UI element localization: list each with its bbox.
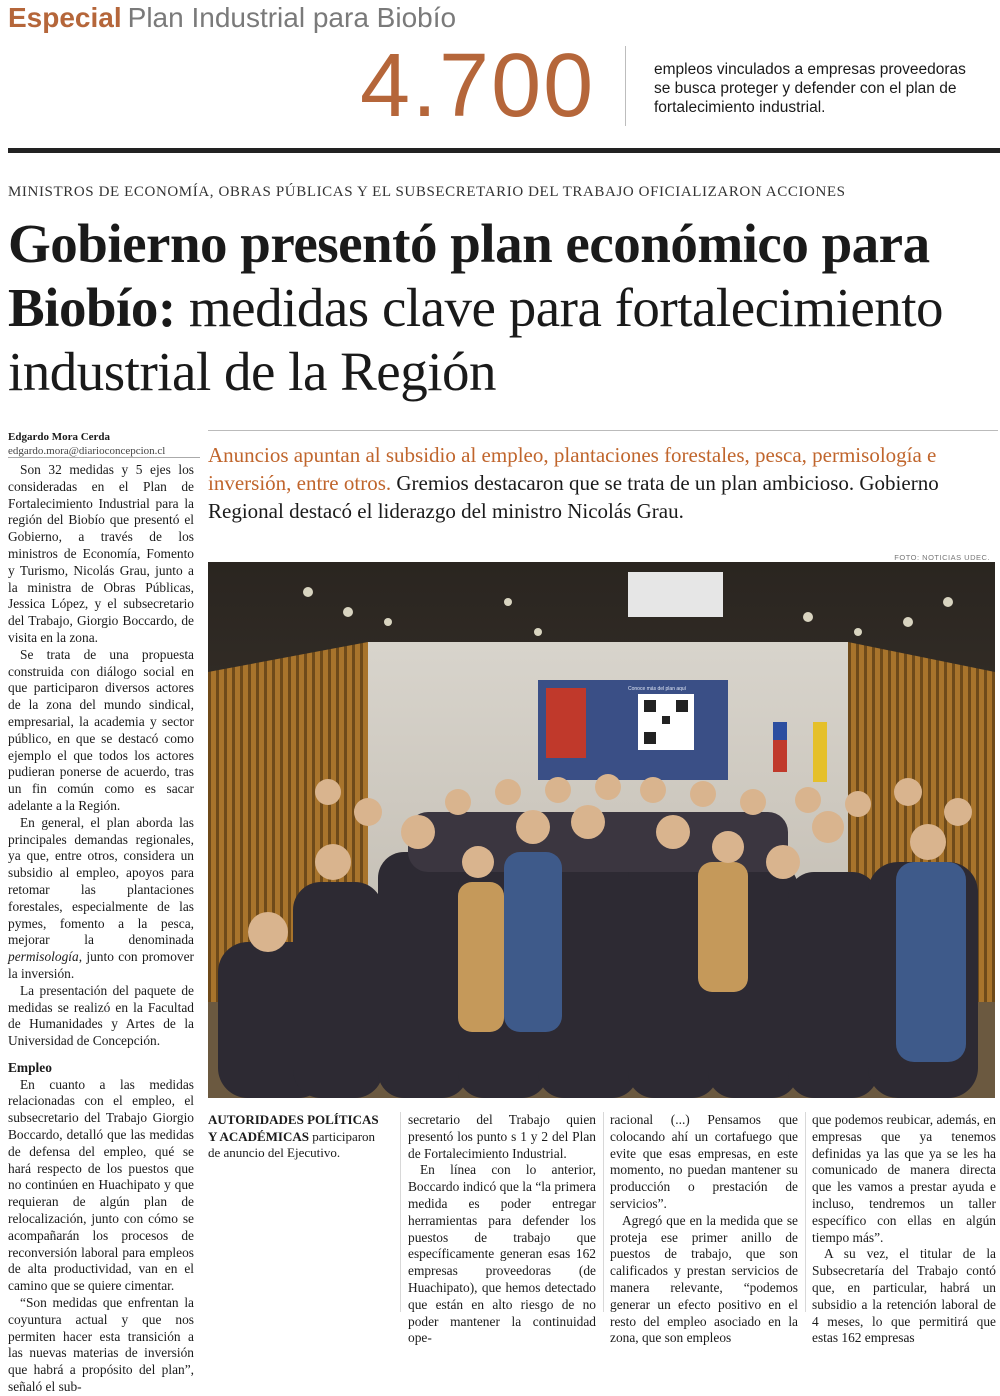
article-column-5: [812, 1112, 996, 1346]
lead-accent: Anuncios apuntan al subsidio al empleo, plantaciones forestales, pesca, permisología e inversión, entre otros.: [208, 443, 937, 495]
slide-text: Conoce más del plan aquí: [628, 686, 687, 692]
caption-text: participaron de anuncio del Ejecutivo.: [208, 1128, 376, 1160]
column-rule: [400, 1112, 401, 1312]
article-headline: [8, 212, 998, 404]
caption-bold: AUTORIDADES POLÍTICAS Y ACADÉMICAS: [208, 1112, 379, 1144]
headline-bold: Gobierno presentó plan económico para Biobío:: [8, 213, 930, 338]
highlight-caption: empleos vinculados a empresas proveedoras se busca proteger y defender con el plan de fortalecimiento industrial.: [654, 61, 966, 116]
author-name: Edgardo Mora Cerda: [8, 431, 111, 443]
highlight-number: 4.700: [360, 36, 596, 136]
author-email: edgardo.mora@diarioconcepcion.cl: [8, 445, 166, 457]
byline-rule: [8, 457, 200, 458]
paragraph: “Son medidas que enfrentan la coyuntura actual y que nos permiten hacer esta transición a las nuevas materias de inversión que habrá a propósito del plan”, señaló el sub-: [8, 1295, 194, 1395]
byline: [8, 430, 200, 458]
paragraph: La presentación del paquete de medidas se realizó en la Facultad de Humanidades y Artes de la Universidad de Concepción.: [8, 982, 194, 1049]
emphasis: permisología: [8, 949, 79, 965]
group-photo: [208, 562, 995, 1098]
article-column-4: [610, 1112, 798, 1346]
article-kicker: MINISTROS DE ECONOMÍA, OBRAS PÚBLICAS Y EL SUBSECRETARIO DEL TRABAJO OFICIALIZARON ACCIONES: [8, 184, 846, 200]
article-lead: [208, 430, 998, 525]
photo-credit: FOTO: NOTICIAS UDEC.: [894, 553, 990, 562]
section-label: Especial: [8, 2, 122, 33]
paragraph: En general, el plan aborda las principales demandas regionales, ya que, entre otros, considera un subsidio al empleo, apoyos para retomar las plantaciones forestales, especialmente de las pymes, fomento a la pesca, mejorar la denominada permisología, junto con promover la inversión.: [8, 814, 194, 981]
column-rule: [805, 1112, 806, 1312]
paragraph: Se trata de una propuesta construida con diálogo social en que participaron diversos actores de la zona del mundo sindical, empresarial, la academia y sector público, en que se destacó como ejemplo el que todos los actores pudieran ponerse de acuerdo, tras un fin común como es sacar adelante a la Región.: [8, 646, 194, 813]
article-column-3: [408, 1112, 596, 1346]
headline-rest: medidas clave para fortalecimiento industrial de la Región: [8, 277, 944, 402]
section-subhead: Empleo: [8, 1059, 52, 1075]
section-tag: [8, 2, 456, 34]
section-subtitle: Plan Industrial para Biobío: [127, 2, 457, 33]
paragraph: A su vez, el titular de la Subsecretaría del Trabajo contó que, en particular, habrá un subsidio a la retención laboral de 4 meses, lo que permitirá que estas 162 empresas: [812, 1246, 996, 1346]
stat-divider: [625, 46, 626, 126]
column-rule: [603, 1112, 604, 1312]
paragraph: que podemos reubicar, además, en empresas que ya tenemos definidas ya las que ya se les ha comunicado de manera directa que les vamos a prestar ayuda e incluso, tendremos un taller específico con ellas en algún tiempo más”.: [812, 1112, 996, 1245]
paragraph: Son 32 medidas y 5 ejes los consideradas en el Plan de Fortalecimiento Industrial para la región del Biobío que presentó el Gobierno, a través de los ministros de Economía, Fomento y Turismo, Nicolás Grau, junto a la ministra de Obras Públicas, Jessica López, y el subsecretario del Trabajo, Giorgio Boccardo, de visita en la zona.: [8, 462, 194, 645]
lead-rest: Gremios destacaron que se trata de un plan ambicioso. Gobierno Regional destacó el liderazgo del ministro Nicolás Grau.: [208, 471, 939, 523]
paragraph: secretario del Trabajo quien presentó los punto s 1 y 2 del Plan de Fortalecimiento Industrial.: [408, 1112, 596, 1161]
paragraph: En línea con lo anterior, Boccardo indicó que la “la primera medida es poder entregar herramientas para defender los puestos de trabajo que específicamente generan esas 162 empresas proveedoras (de Huachipato), que hemos detectado que están en alto riesgo de no poder mantener la continuidad ope-: [408, 1162, 596, 1346]
article-column-1: [8, 462, 194, 1395]
header-rule: [8, 148, 1000, 153]
photo-caption: [208, 1112, 388, 1162]
paragraph: racional (...) Pensamos que colocando ahí un cortafuego que evite que esas empresas, en este momento, no puedan mantener su producción o prestación de servicios”.: [610, 1112, 798, 1211]
paragraph: Agregó que en la medida que se proteja ese primer anillo de puestos de trabajo, que son calificados y prestan servicios de manera relevante, “podemos generar un efecto positivo en el resto del empleo asociado en la zona, que son empleos: [610, 1212, 798, 1346]
paragraph: En cuanto a las medidas relacionadas con el empleo, el subsecretario del Trabajo Giorgio Boccardo, detalló que las medidas de defensa del empleo, qué se hará respecto de los puestos que no continúen en Huachipato y que requieran de algún plan de relocalización, junto con cómo se acompañarán los procesos de reconversión laboral para empleos de alta productividad, van en el camino que se quiere cimentar.: [8, 1076, 194, 1294]
